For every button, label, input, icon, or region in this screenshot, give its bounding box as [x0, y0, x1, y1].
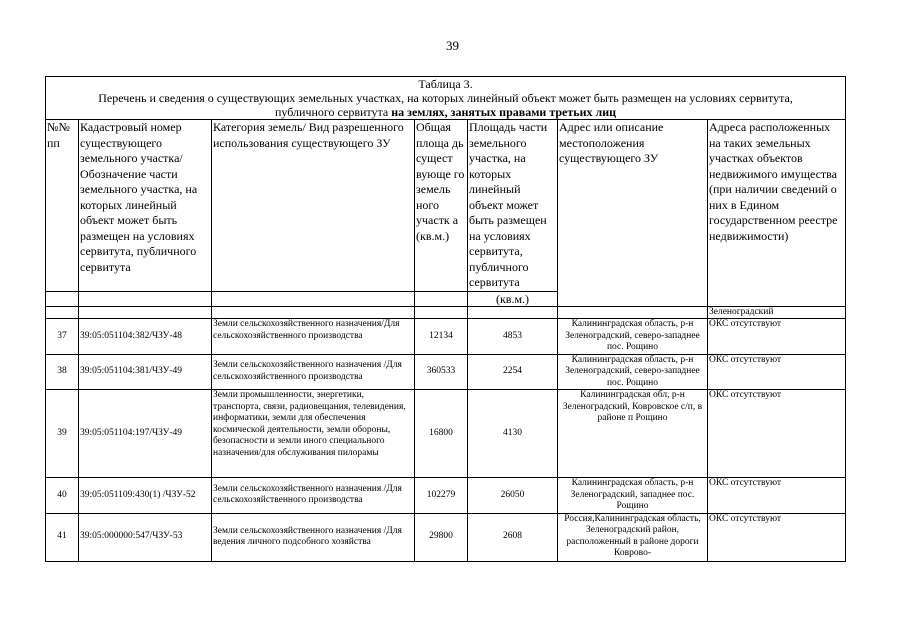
header-objects: Адреса расположенных на таких земельных участках объектов недвижимого имущества (при наличии сведений о них в Едином государственном реестре недвижимости): [708, 120, 846, 307]
header-category: Категория земель/ Вид разрешенного использования существующего ЗУ: [212, 120, 415, 292]
page-number: 39: [446, 38, 459, 53]
cell-cadastral: 39:05:000000:547/ЧЗУ-53: [79, 513, 212, 561]
cell-part-area: 2254: [468, 354, 558, 390]
table-row: [46, 478, 846, 514]
cell-total-area: 16800: [415, 390, 468, 478]
cell-cadastral: 39:05:051104:197/ЧЗУ-49: [79, 390, 212, 478]
cell-num: 40: [46, 478, 79, 514]
cell-part-area: 4130: [468, 390, 558, 478]
cell-address: Россия,Калининградская область, Зеленоградский район, расположенный в районе дороги Ковровo-: [558, 513, 708, 561]
cell-category: Земли сельскохозяйственного назначения /Для сельскохозяйственного производства: [212, 478, 415, 514]
cell-num: 39: [46, 390, 79, 478]
cell-address: Калининградская область, р-н Зеленоградский, северо-западнее пос. Рощино: [558, 354, 708, 390]
cell-cadastral: 39:05:051109:430(1) /ЧЗУ-52: [79, 478, 212, 514]
cell-num: 41: [46, 513, 79, 561]
cell-address: Калининградская обл, р-н Зеленоградский, Ковровское с/п, в районе п Рощино: [558, 390, 708, 478]
cell-category: Земли сельскохозяйственного назначения /Для ведения личного подсобного хозяйства: [212, 513, 415, 561]
cell-part-area: 26050: [468, 478, 558, 514]
table-caption: [46, 77, 846, 120]
header-part-area-unit: (кв.м.): [468, 291, 558, 306]
table-title-bold: на землях, занятых правами третьих лиц: [391, 105, 617, 119]
cell-objects: ОКС отсутствуют: [708, 354, 846, 390]
cell-total-area: 29800: [415, 513, 468, 561]
table-title: Перечень и сведения о существующих земельных участках, на которых линейный объект может быть размещен на условиях сервитута,: [98, 91, 793, 105]
header-address: Адрес или описание местоположения существующего ЗУ: [558, 120, 708, 307]
cell-category: Земли сельскохозяйственного назначения/Для сельскохозяйственного производства: [212, 319, 415, 355]
cell-cadastral: 39:05:051104:381/ЧЗУ-49: [79, 354, 212, 390]
header-part-area: Площадь части земельного участка, на которых линейный объект может быть размещен на условиях сервитута, публичного сервитута: [468, 120, 558, 292]
cell-address: Калининградская область, р-н Зеленоградский, северо-западнее пос. Рощино: [558, 319, 708, 355]
cell-num: 37: [46, 319, 79, 355]
cell-category: Земли сельскохозяйственного назначения /Для сельскохозяйственного производства: [212, 354, 415, 390]
header-total-area: Общая площа дь сущест вующе го земель ного участк а (кв.м.): [415, 120, 468, 292]
table-number: Таблица 3.: [418, 77, 473, 91]
cell-total-area: 102279: [415, 478, 468, 514]
cell-total-area: 360533: [415, 354, 468, 390]
spill-row: [46, 306, 846, 319]
cell-part-area: 2608: [468, 513, 558, 561]
cell-num: 38: [46, 354, 79, 390]
cell-total-area: 12134: [415, 319, 468, 355]
header-cadastral: Кадастровый номер существующего земельного участка/ Обозначение части земельного участка, на которых линейный объект может быть размещен на условиях сервитута, публичного сервитута: [79, 120, 212, 292]
cell-objects: ОКС отсутствуют: [708, 513, 846, 561]
cell-objects: ОКС отсутствуют: [708, 319, 846, 355]
cell-objects: ОКС отсутствуют: [708, 390, 846, 478]
table-row: [46, 513, 846, 561]
header-row: [46, 120, 846, 292]
table-row: [46, 390, 846, 478]
cell-address: Калининградская область, р-н Зеленоградский, западнее пос. Рощино: [558, 478, 708, 514]
spill-text: Зеленоградский: [708, 306, 846, 319]
cell-objects: ОКС отсутствуют: [708, 478, 846, 514]
cell-part-area: 4853: [468, 319, 558, 355]
table-title-cont: публичного сервитута на землях, занятых правами третьих лиц: [274, 105, 617, 119]
table-row: [46, 354, 846, 390]
land-plots-table: [45, 76, 846, 562]
table-caption-row: [46, 77, 846, 120]
cell-cadastral: 39:05:051104:382/ЧЗУ-48: [79, 319, 212, 355]
table-row: [46, 319, 846, 355]
header-num: №№ пп: [46, 120, 79, 292]
cell-category: Земли промышленности, энергетики, транспорта, связи, радиовещания, телевидения, информатики, земли для обеспечения космической деятельности, земли обороны, безопасности и земли иного специального назначения/для обслуживания пилорамы: [212, 390, 415, 478]
